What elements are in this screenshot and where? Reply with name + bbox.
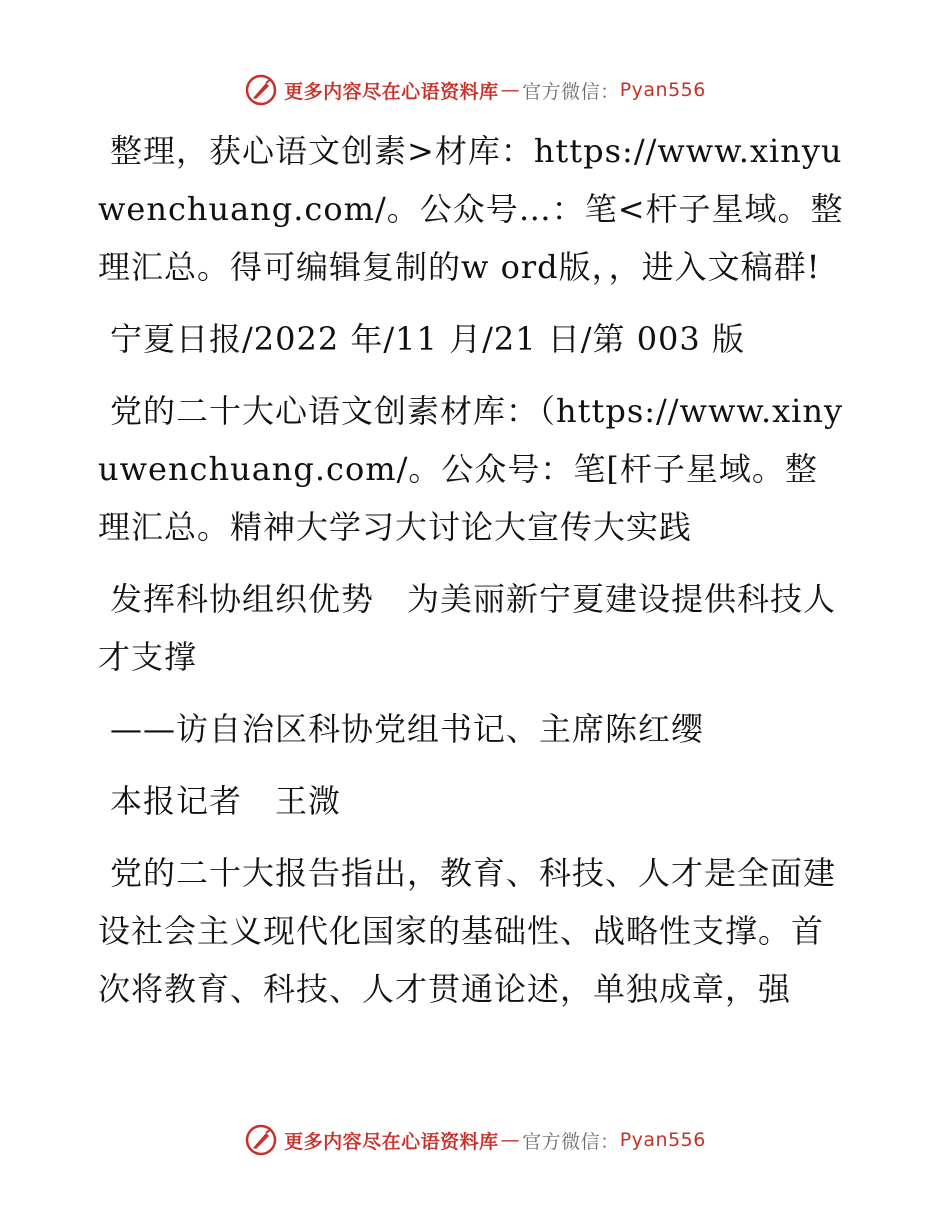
byline-label: 本报记者 xyxy=(110,782,276,820)
byline-name: 王溦 xyxy=(275,782,342,820)
footer-watermark xyxy=(0,1120,950,1160)
quill-circle-logo-icon xyxy=(244,1123,278,1157)
intro-paragraph: 整理，获心语文创素>材库：https://www.xinyuwenchuang.com/。公众号…：笔<杆子星域。整理汇总。得可编辑复制的w ord版，，进入文稿群! xyxy=(98,132,844,286)
header-watermark xyxy=(0,70,950,110)
promo-paragraph: 党的二十大心语文创素材库：（https://www.xinyuwenchuang.com/。公众号：笔[杆子星域。整理汇总。精神大学习大讨论大宣传大实践 xyxy=(98,392,844,546)
watermark-text: 更多内容尽在心语资料库 xyxy=(284,80,499,103)
watermark-official-label: 官方微信： xyxy=(522,80,620,103)
watermark-wechat-id: Pyan556 xyxy=(619,79,706,101)
article-body xyxy=(98,122,850,1032)
subheadline: ——访自治区科协党组书记、主席陈红缨 xyxy=(110,710,705,748)
watermark-separator: — xyxy=(500,1129,521,1151)
watermark-text: 更多内容尽在心语资料库 xyxy=(284,1130,499,1153)
watermark-wechat-id: Pyan556 xyxy=(619,1129,706,1151)
watermark-separator: — xyxy=(500,79,521,101)
byline xyxy=(98,772,850,830)
body-paragraph: 党的二十大报告指出，教育、科技、人才是全面建设社会主义现代化国家的基础性、战略性支撑。首次将教育、科技、人才贯通论述，单独成章，强 xyxy=(98,854,837,1008)
watermark-official-label: 官方微信： xyxy=(522,1130,620,1153)
quill-circle-logo-icon xyxy=(244,73,278,107)
source-line: 宁夏日报/2022 年/11 月/21 日/第 003 版 xyxy=(110,320,745,358)
headline: 发挥科协组织优势 为美丽新宁夏建设提供科技人才支撑 xyxy=(98,580,837,676)
